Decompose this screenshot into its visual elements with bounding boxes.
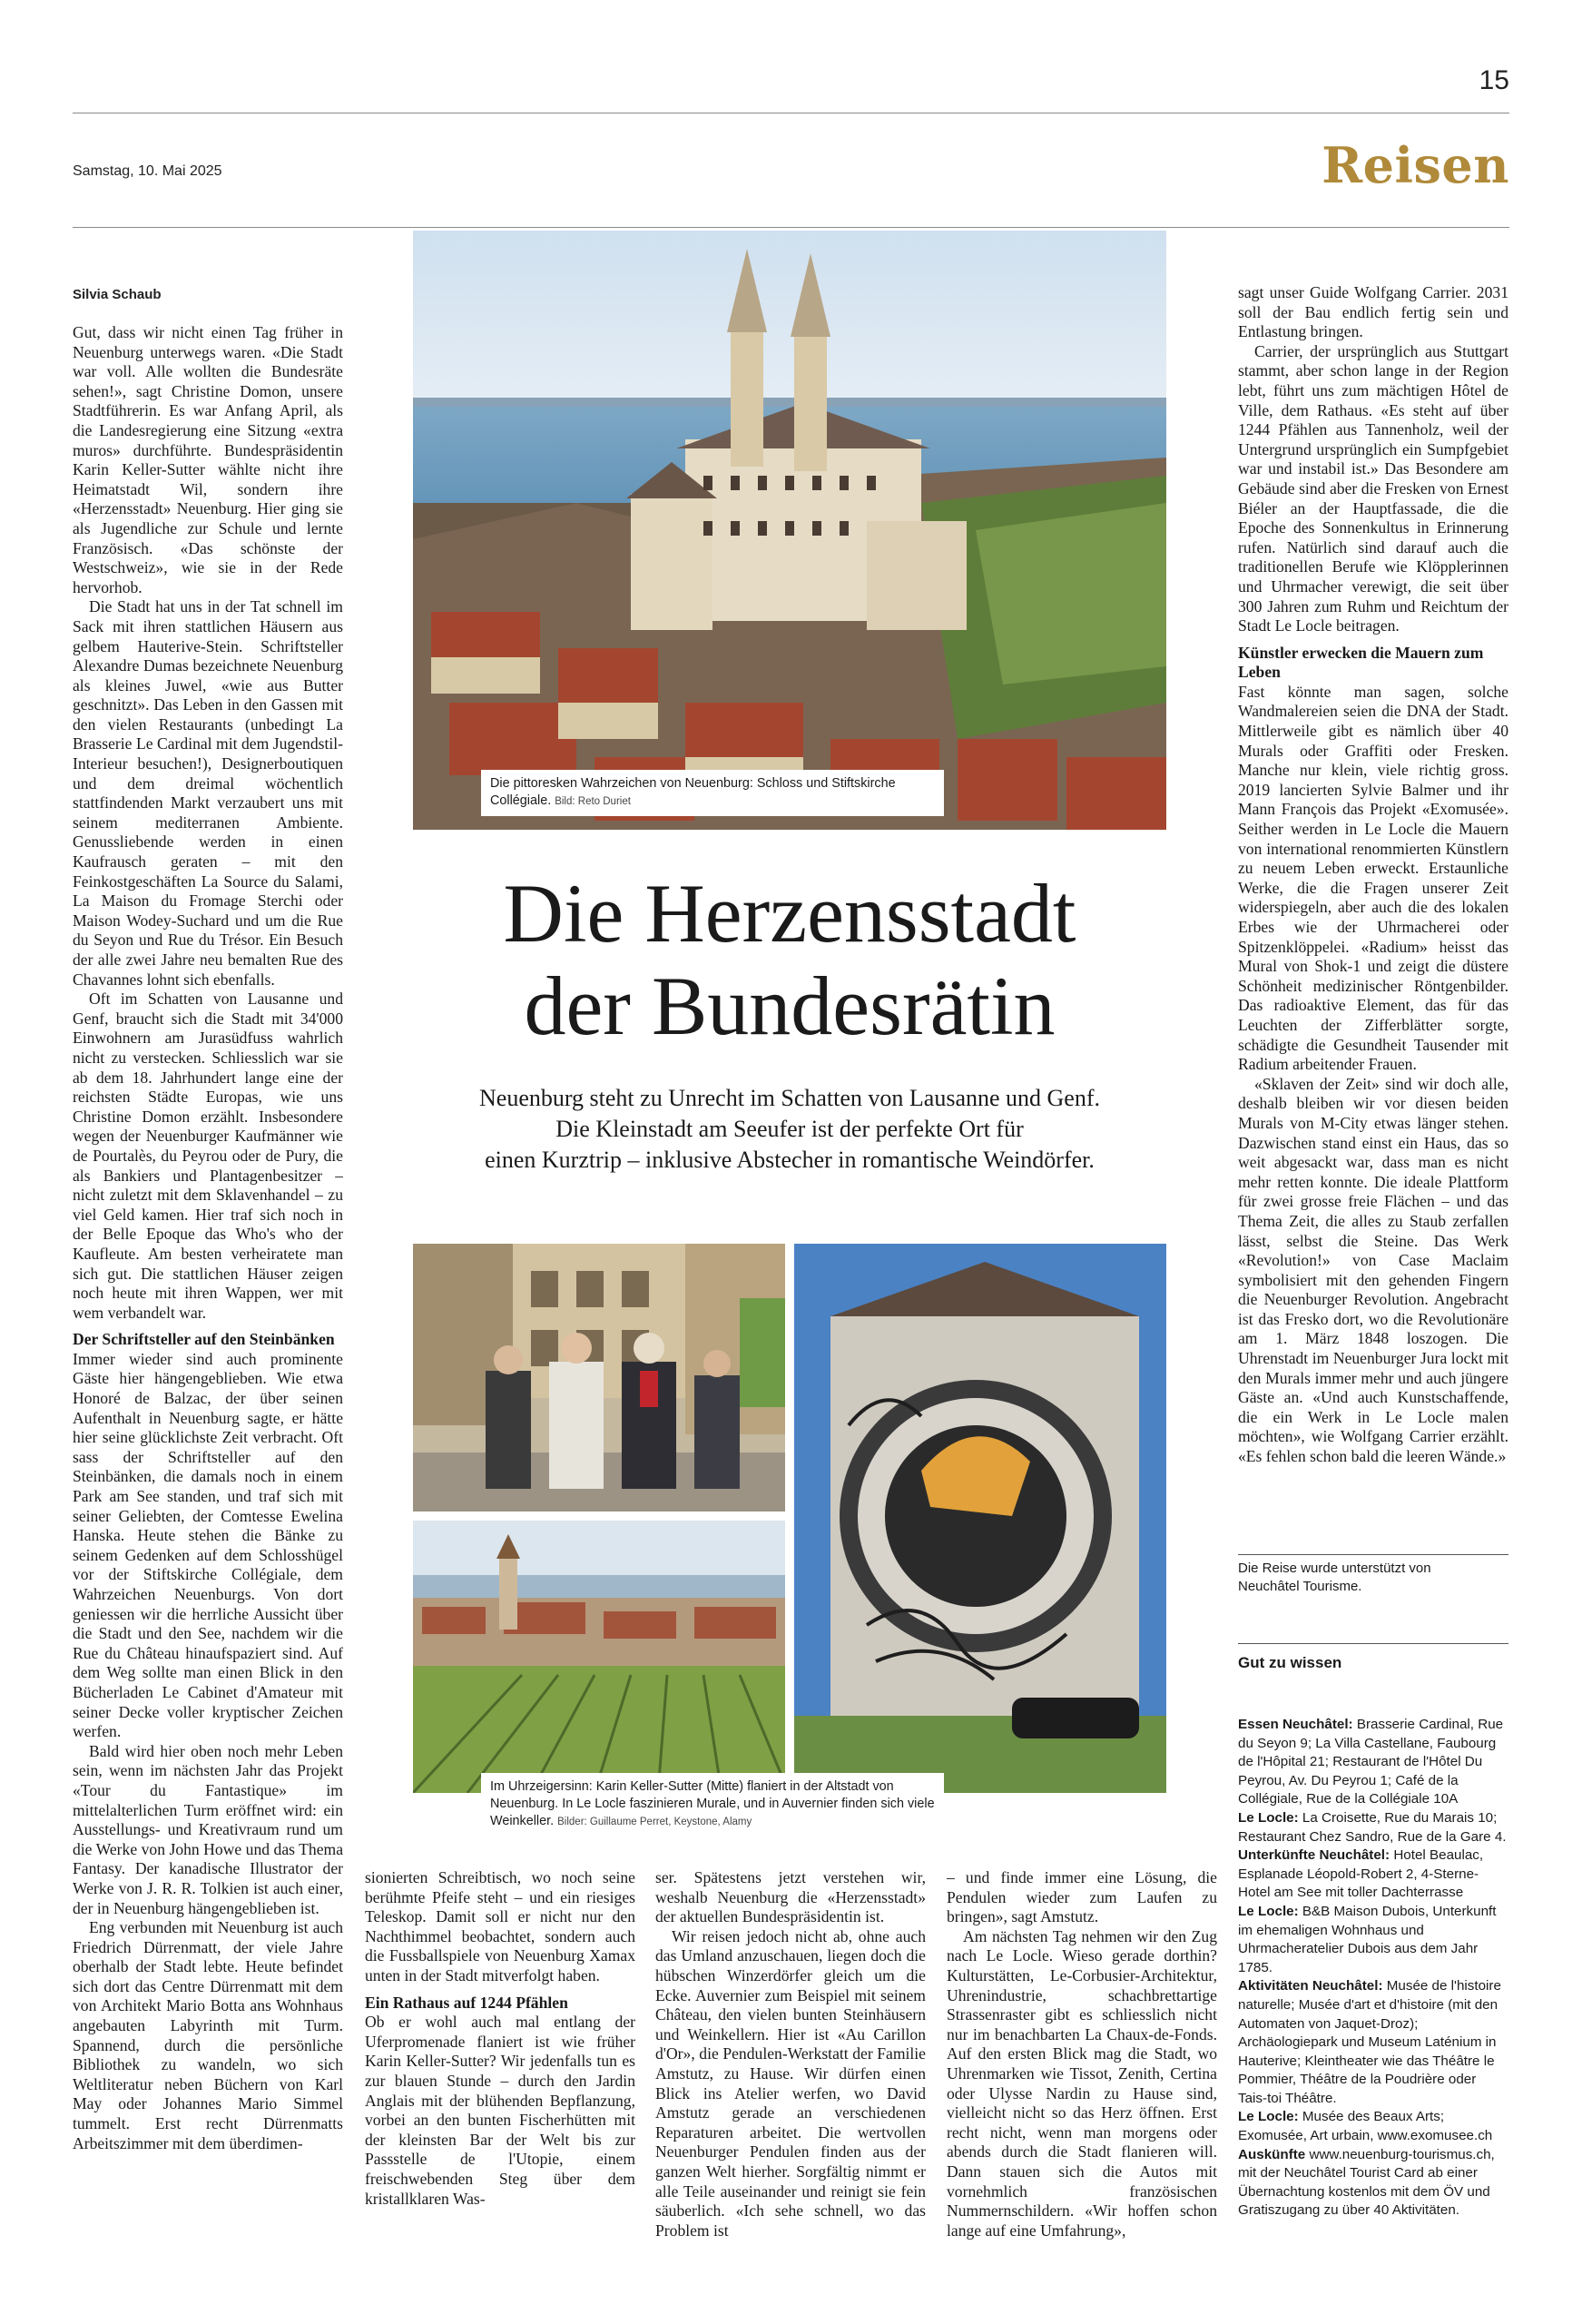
paragraph: Gut, dass wir nicht einen Tag früher in Neuenburg unterwegs waren. «Die Stadt war voll. Alle wollten die Bundesräte sehen!», sagt Christine Domon, unsere Stadtführerin. Es war Anfang April, als die Landesregierung eine Sitzung «extra muros» durchführte. Bundespräsidentin Karin Keller-Sutter wählte nicht ihre Heimatstadt Wil, sondern ihre «Herzensstadt» Neuenburg. Hier ging sie als Jugendliche zur Schule und lernte Französisch. «Das schönste der Westschweiz», wie sie in der Rede hervorhob.: [73, 323, 343, 596]
mural-photo-illustration: [794, 1244, 1166, 1793]
trip-disclosure: Die Reise wurde unterstützt von Neuchâtel Tourisme.: [1238, 1561, 1431, 1594]
info-text: Brasserie Cardinal, Rue du Seyon 9; La Villa Castellane, Faubourg de l'Hôpital 21; Restaurant de l'Hôtel Du Peyrou, Av. Du Peyrou 1; Café de la Collégiale, Rue de la Collégiale 10A: [1238, 1717, 1504, 1807]
info-entry: [1238, 1809, 1508, 1846]
subheading: Künstler erwecken die Mauern zum Leben: [1238, 643, 1484, 682]
paragraph: Am nächsten Tag nehmen wir den Zug nach Le Locle. Wieso gerade dorthin? Kulturstätten, Le-Corbusier-Architektur, Uhrenindustrie, schachbrettartige Strassenraster gibt es schliesslich nicht nur im benachbarten La Chaux-de-Fonds. Auf den ersten Blick mag die Stadt, wo Uhrenmarken wie Tissot, Zenith, Certina oder Ulysse Nardin zu Hause sind, vielleicht nicht so das Herz öffnen. Erst recht nicht, wenn man morgens oder abends durch die Stadt flanieren will. Dann stauen sich die Autos mit vornehmlich französischen Nummernschildern. «Wir hoffen schon lange auf eine Umfahrung»,: [947, 1926, 1217, 2240]
vineyard-photo-illustration: [413, 1521, 785, 1793]
main-photo-caption: [481, 770, 944, 816]
paragraph: Immer wieder sind auch prominente Gäste hier hängengeblieben. Wie etwa Honoré de Balzac, der über seinen Aufenthalt in Neuenburg sagte, er hätte hier seine glücklichste Zeit verbracht. Oft sass der Schriftsteller auf den Steinbänken, die damals noch in einem Park am See standen, und traf sich mit seiner Geliebten, der Comtesse Ewelina Hanska. Heute stehen die Bänke zu seinem Gedenken auf dem Schlosshügel vor der Stiftskirche Collégiale, dem Wahrzeichen Neuenburgs. Von dort geniessen wir die herrliche Aussicht über die Stadt und den See, nachdem wir die Rue du Château hinaufspaziert sind. Auf dem Weg sollte man einen Blick in den Bücherladen Le Cabinet d'Amateur mit seiner Decke voller kryptischer Zeichen werfen.: [73, 1349, 343, 1741]
info-entry: [1238, 2146, 1508, 2221]
section-title: Reisen: [1322, 136, 1509, 194]
info-text: Musée de l'histoire naturelle; Musée d'art et d'histoire (mit den Automaten von Jaquet-Droz); Archäologiepark und Museum Laténium in Hauterive; Kleintheater wie das Théâtre le Pommier, Théâtre de la Poudrière oder Tais-toi Théâtre.: [1238, 1978, 1501, 2106]
paragraph: ser. Spätestens jetzt verstehen wir, weshalb Neuenburg die «Herzensstadt» der aktuellen Bundespräsidentin ist.: [655, 1868, 926, 1926]
info-text: B&B Maison Dubois, Unterkunft im ehemaligen Wohnhaus und Uhrmacheratelier Dubois aus dem Jahr 1785.: [1238, 1903, 1497, 1975]
headline-line-2: der Bundesrätin: [524, 960, 1056, 1052]
info-text: Musée des Beaux Arts; Exomusée, Art urbain, www.exomusee.ch: [1238, 2109, 1493, 2144]
paragraph: sionierten Schreibtisch, wo noch seine berühmte Pfeife steht – und ein riesiges Teleskop. Damit soll er nicht nur den Nachthimmel beobachtet, sondern auch die Fussballspiele von Neuenburg Xamax unten in der Stadt mitverfolgt haben.: [365, 1868, 635, 1984]
author-byline: Silvia Schaub: [73, 287, 162, 302]
info-entry: [1238, 1977, 1508, 2108]
headline-line-1: Die Herzensstadt: [503, 867, 1076, 960]
article-column-4: [947, 1868, 1217, 2286]
subheading: Ein Rathaus auf 1244 Pfählen: [365, 1993, 568, 2012]
article-column-5: [1238, 283, 1508, 1551]
lead-line-1: Neuenburg steht zu Unrecht im Schatten von Lausanne und Genf.: [479, 1085, 1100, 1111]
lead-line-3: einen Kurztrip – inklusive Abstecher in romantische Weindörfer.: [485, 1147, 1095, 1173]
page-number: 15: [1479, 65, 1509, 95]
info-text: Hotel Beaulac, Esplanade Léopold-Robert 2, 4-Sterne-Hotel am See mit toller Dachterrasse: [1238, 1847, 1484, 1901]
issue-date: Samstag, 10. Mai 2025: [73, 163, 222, 179]
caption-text: Im Uhrzeigersinn: Karin Keller-Sutter (Mitte) flaniert in der Altstadt von Neuenburg. In Le Locle faszinieren Murale, und in Auvernier finden sich viele Weinkeller.: [490, 1779, 935, 1828]
paragraph: Eng verbunden mit Neuenburg ist auch Friedrich Dürrenmatt, der viele Jahre oberhalb der Stadt lebte. Heute befindet sich dort das Centre Dürrenmatt mit dem von Architekt Mario Botta ans Wohnhaus angebauten Labyrinth mit Turm. Spannend, durch die persönliche Bibliothek zu wandeln, wo sich Weltliteratur neben Büchern von Karl May oder Johannes Mario Simmel tummelt. Erst recht Dürrenmatts Arbeitszimmer mit dem überdimen-: [73, 1918, 343, 2152]
article-column-1: [73, 323, 343, 2284]
info-entry: [1238, 1846, 1508, 1903]
info-label: Essen Neuchâtel:: [1238, 1717, 1353, 1732]
info-label: Le Locle:: [1238, 1903, 1299, 1919]
info-box-rule: [1238, 1643, 1508, 1644]
info-entry: [1238, 1903, 1508, 1977]
article-column-2: [365, 1868, 635, 2286]
info-text: www.neuenburg-tourismus.ch, mit der Neuchâtel Tourist Card ab einer Übernachtung kostenlos mit dem ÖV und Gratiszugang zu über 40 Aktivitäten.: [1238, 2146, 1495, 2219]
info-label: Auskünfte: [1238, 2146, 1306, 2162]
lead-text: [413, 1083, 1166, 1176]
article-column-3: [655, 1868, 926, 2286]
paragraph: – und finde immer eine Lösung, die Pendulen wieder zum Laufen zu bringen», sagt Amstutz.: [947, 1868, 1217, 1926]
paragraph: Ob er wohl auch mal entlang der Uferpromenade flaniert ist wie früher Karin Keller-Sutter? Wir jedenfalls tun es zur blauen Stunde – durch den Jardin Anglais mit der blühenden Bepflanzung, vorbei an den bunten Fischerhütten mit der kleinsten Bar der Welt bis zur Passstelle de l'Utopie, einem freischwebenden Steg über dem kristallklaren Was-: [365, 2013, 635, 2208]
paragraph: Wir reisen jedoch nicht ab, ohne auch das Umland anzuschauen, liegen doch die hübschen Winzerdörfer gleich um die Ecke. Auvernier zum Beispiel mit seinem Château, den vielen bunten Steinhäusern und Weinkellern. Hier ist «Au Carillon d'Or», die Pendulen-Werkstatt der Familie Amstutz, zu Hause. Wir dürfen einen Blick ins Atelier werfen, wo David Amstutz gerade an verschiedenen Reparaturen arbeitet. Die wertvollen Neuenburger Pendulen finden aus der ganzen Welt hierher. Sorgfältig nimmt er alle Teile auseinander und reinigt sie fein säuberlich. «Ich sehe schnell, wo das Problem ist: [655, 1926, 926, 2240]
info-label: Unterkünfte Neuchâtel:: [1238, 1847, 1390, 1864]
header-rule: [73, 227, 1509, 228]
lead-line-2: Die Kleinstadt am Seeufer ist der perfekte Ort für: [555, 1116, 1024, 1142]
main-photo-castle: [413, 231, 1166, 830]
caption-credit: Bilder: Guillaume Perret, Keystone, Alamy: [557, 1817, 752, 1827]
paragraph: sagt unser Guide Wolfgang Carrier. 2031 soll der Bau endlich fertig sein und Entlastung bringen.: [1238, 283, 1508, 341]
info-entry: [1238, 2108, 1508, 2145]
subheading: Der Schriftsteller auf den Steinbänken: [73, 1330, 335, 1349]
headline: [413, 867, 1166, 1052]
info-label: Le Locle:: [1238, 1809, 1299, 1826]
info-label: Aktivitäten Neuchâtel:: [1238, 1978, 1383, 1994]
paragraph: Fast könnte man sagen, solche Wandmalereien seien die DNA der Stadt. Mittlerweile gibt es nämlich über 40 Murals oder Graffiti oder Fresken. Manche nur klein, viele richtig gross. 2019 lancierten Sylvie Balmer und ihr Mann François das Projekt «Exomusée». Seither werden in Le Locle die Mauern von international renommierten Künstlern zu neuem Leben erweckt. Erstaunliche Werke, die die Fragen unserer Zeit widerspiegeln, aber auch die des lokalen Erbes wie der Uhrmacherei oder Spitzenklöppelei. «Radium» heisst das Mural von Shok-1 und zeigt die düstere Schönheit medizinischer Röntgenbilder. Das radioaktive Element, das für das Leuchten der Zifferblätter sorgte, schädigte die Gesundheit Tausender mit Radium arbeitender Frauen.: [1238, 682, 1508, 1074]
info-text: La Croisette, Rue du Marais 10; Restaurant Chez Sandro, Rue de la Gare 4.: [1238, 1809, 1507, 1845]
photo-group-caption: [481, 1773, 944, 1837]
info-entry: [1238, 1716, 1508, 1809]
photo-auvernier-vineyard: [413, 1521, 785, 1793]
info-box-title: Gut zu wissen: [1238, 1654, 1342, 1671]
paragraph: Bald wird hier oben noch mehr Leben sein, wenn im nächsten Jahr das Projekt «Tour du Fantastique» im mittelalterlichen Turm eröffnet wird: ein Ausstellungs- und Kreativraum rund um die Werke von John Howe und das Thema Fantasy. Der kanadische Illustrator der Werke von J. R. R. Tolkien ist auch einer, der in Neuenburg hängengeblieben ist.: [73, 1741, 343, 1917]
photo-keller-sutter: [413, 1244, 785, 1512]
paragraph: Carrier, der ursprünglich aus Stuttgart stammt, aber schon lange in der Region lebt, führt uns zum mächtigen Hôtel de Ville, dem Rathaus. «Es steht auf über 1244 Pfählen aus Tannenholz, weil der Untergrund ursprünglich ein Sumpfgebiet war und instabil ist.» Das Besondere am Gebäude sind aber die Fresken von Ernest Biéler an der Hauptfassade, die die Epoche des Sonnenkultus in Erinnerung rufen. Natürlich sind darauf auch die traditionellen Berufe wie Klöpplerinnen und Uhrmacher verewigt, die seit über 300 Jahren zum Ruhm und Reichtum der Stadt Le Locle beitragen.: [1238, 341, 1508, 635]
photo-le-locle-mural: [794, 1244, 1166, 1793]
people-photo-illustration: [413, 1244, 785, 1512]
disclosure-rule: [1238, 1554, 1508, 1555]
info-box: [1238, 1716, 1508, 2221]
paragraph: Die Stadt hat uns in der Tat schnell im Sack mit ihren stattlichen Häusern aus gelbem Hauterive-Stein. Schriftsteller Alexandre Dumas bezeichnete Neuenburg als kleines Juwel, «wie aus Butter geschnitzt». Das Leben in den Gassen mit den vielen Restaurants (unbedingt La Brasserie Le Cardinal mit dem Jugendstil-Interieur besuchen!), Designerboutiquen und dem dreimal wöchentlich stattfindenden Markt verzaubert uns mit seinem mediterranen Ambiente. Genussliebende werden in einen Kaufrausch geraten – mit den Feinkostgeschäften La Source du Salami, La Maison du Fromage Sterchi oder Maison Wodey-Suchard und um die Rue du Seyon und Rue du Trésor. Ein Besuch der alle zwei Jahre neu bemalten Rue des Chavannes lohnt sich ebenfalls.: [73, 597, 343, 989]
paragraph: «Sklaven der Zeit» sind wir doch alle, deshalb bleiben wir vor diesen beiden Murals von M-City etwas länger stehen. Dazwischen stand einst ein Haus, das so weit abgesackt war, dass man es nicht mehr retten konnte. Die ideale Plattform für zwei grosse freie Flächen – und das Thema Zeit, die alles zu Staub zerfallen lässt, selbst die Steine. Das Werk «Revolution!» von Case Maclaim symbolisiert mit den gehenden Fingern die Neuenburger Revolution. Angebracht ist das Fresko dort, wo die Revolutionäre am 1. März 1848 loszogen. Die Uhrenstadt im Neuenburger Jura lockt mit den Murals immer mehr und auch jüngere Gäste an. «Und auch Kunstschaffende, die ein Werk in Le Locle malen möchten», wie Wolfgang Carrier erzählt. «Es fehlen schon bald die leeren Wände.»: [1238, 1074, 1508, 1466]
info-label: Le Locle:: [1238, 2109, 1299, 2125]
paragraph: Oft im Schatten von Lausanne und Genf, braucht sich die Stadt mit 34'000 Einwohnern am Jurasüdfuss wahrlich nicht zu verstecken. Schliesslich war sie ab dem 18. Jahrhundert lange eine der reichsten Städte Europas, wie uns Christine Domon erzählt. Insbesondere wegen der Neuenburger Kaufmänner wie de Pourtalès, du Peyrou oder de Pury, die als Bankiers und Plantagenbesitzer – nicht zuletzt mit dem Sklavenhandel – zu viel Geld kamen. Hier traf sich noch in der Belle Epoque das Who's who der Kaufleute. Am besten verheiratete man sich gut. Die stattlichen Häuser zeigen noch heute mit ihren Wappen, wer mit wem verbandelt war.: [73, 990, 343, 1322]
caption-text: Die pittoresken Wahrzeichen von Neuenburg: Schloss und Stiftskirche Collégiale.: [490, 776, 896, 808]
caption-credit: Bild: Reto Duriet: [555, 796, 631, 807]
castle-photo-illustration: [413, 231, 1166, 830]
